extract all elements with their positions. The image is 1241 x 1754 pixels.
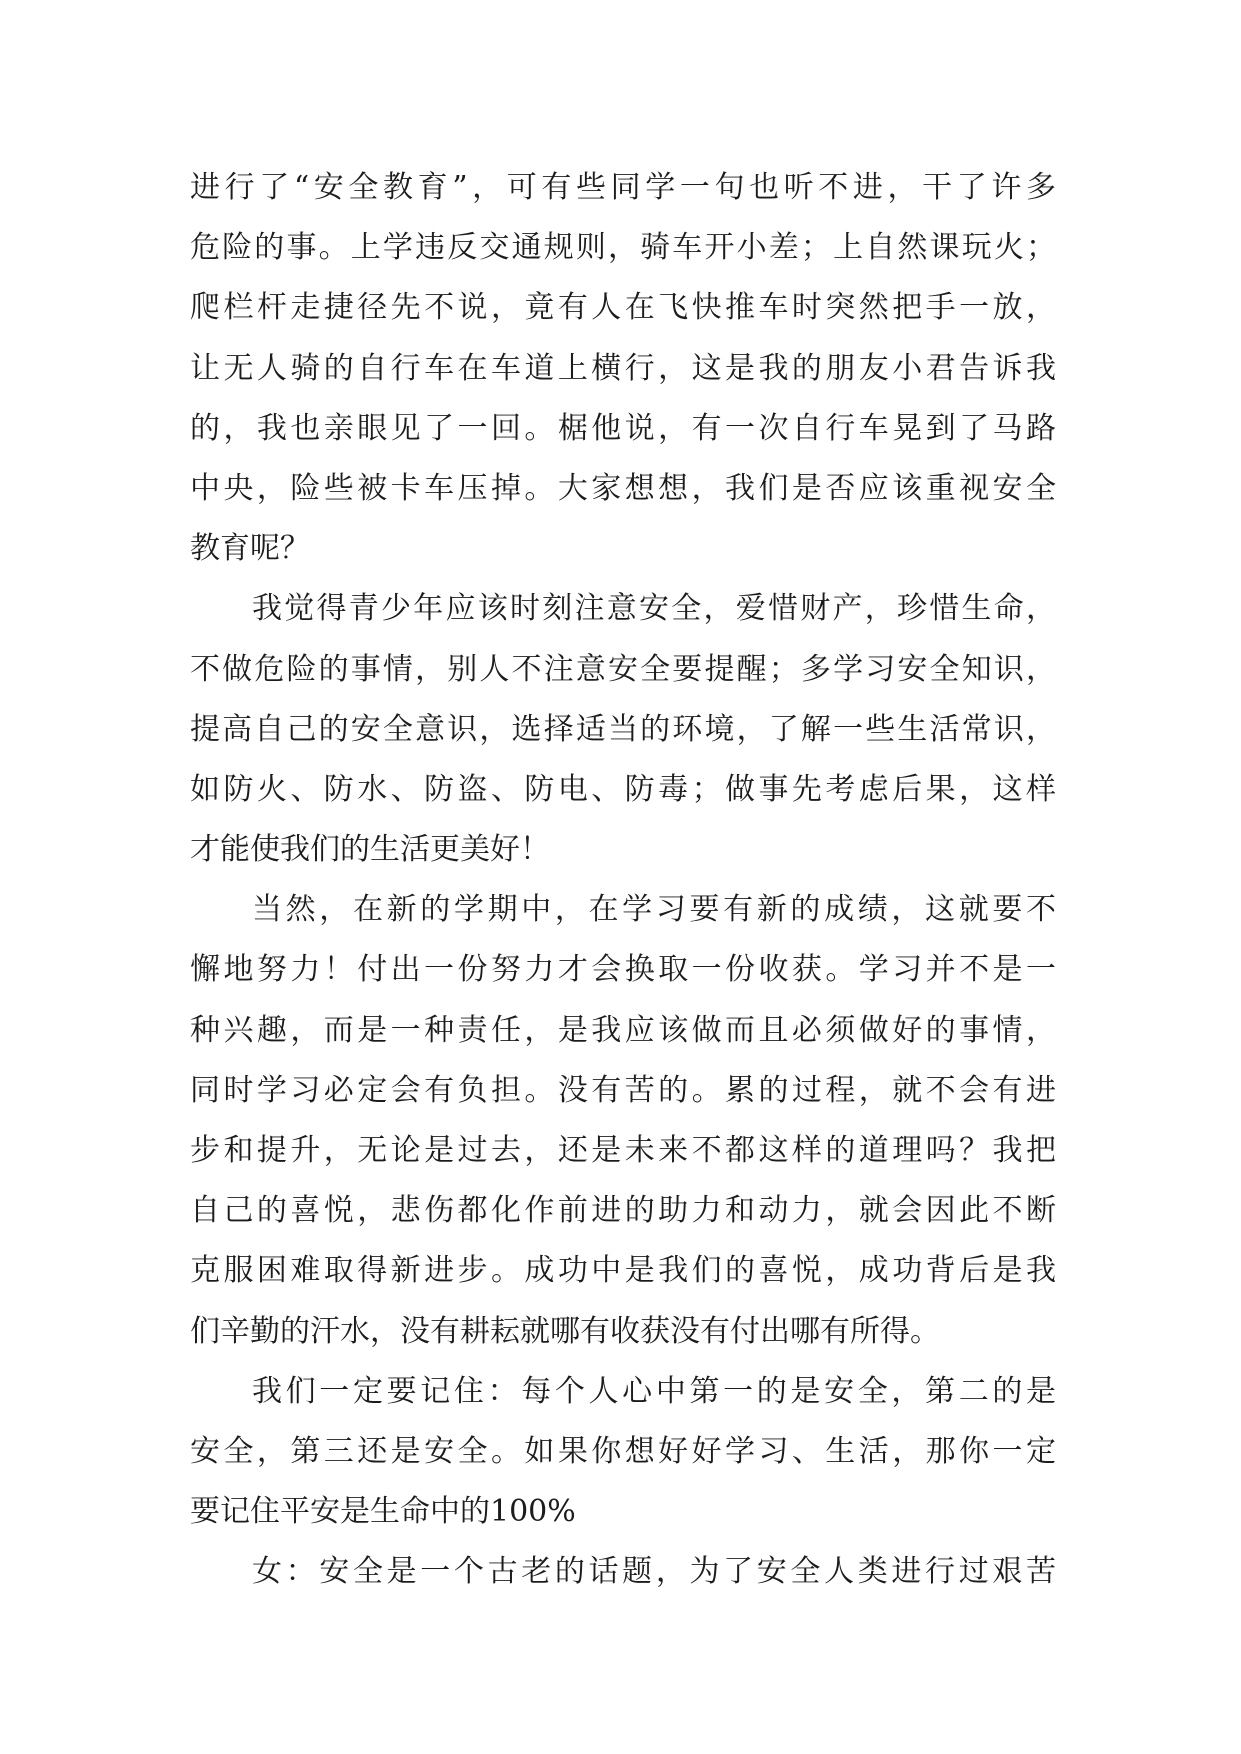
text-line: 安全，第三还是安全。如果你想好好学习、生活，那你一定 bbox=[190, 1433, 1056, 1469]
text-line: 中央，险些被卡车压掉。大家想想，我们是否应该重视安全 bbox=[190, 470, 1056, 506]
paragraph-first-line: 女：安全是一个古老的话题，为了安全人类进行过艰苦 bbox=[252, 1554, 1056, 1590]
text-line: 才能使我们的生活更美好！ bbox=[190, 832, 550, 868]
text-line: 让无人骑的自行车在车道上横行，这是我的朋友小君告诉我 bbox=[190, 350, 1056, 386]
text-line: 自己的喜悦，悲伤都化作前进的助力和动力，就会因此不断 bbox=[190, 1193, 1056, 1229]
text-line: 同时学习必定会有负担。没有苦的。累的过程，就不会有进 bbox=[190, 1072, 1056, 1108]
text-line: 不做危险的事情，别人不注意安全要提醒；多学习安全知识， bbox=[190, 651, 1056, 687]
text-line: 步和提升，无论是过去，还是未来不都这样的道理吗？我把 bbox=[190, 1133, 1056, 1168]
paragraph-first-line: 当然，在新的学期中，在学习要有新的成绩，这就要不 bbox=[252, 892, 1056, 928]
text-line: 要记住平安是生命中的100% bbox=[190, 1494, 576, 1530]
paragraph-first-line: 我觉得青少年应该时刻注意安全，爱惜财产，珍惜生命， bbox=[252, 591, 1056, 627]
text-line: 的，我也亲眼见了一回。椐他说，有一次自行车晃到了马路 bbox=[190, 410, 1056, 446]
document-body bbox=[190, 158, 1056, 1603]
text-line: 爬栏杆走捷径先不说，竟有人在飞快推车时突然把手一放， bbox=[190, 290, 1056, 326]
text-line: 教育呢？ bbox=[190, 531, 310, 567]
text-line: 种兴趣，而是一种责任，是我应该做而且必须做好的事情， bbox=[190, 1012, 1056, 1048]
text-line: 提高自己的安全意识，选择适当的环境，了解一些生活常识， bbox=[190, 711, 1056, 747]
text-line: 危险的事。上学违反交通规则，骑车开小差；上自然课玩火； bbox=[190, 230, 1056, 266]
text-line: 如防火、防水、防盗、防电、防毒；做事先考虑后果，这样 bbox=[190, 771, 1056, 807]
paragraph-first-line: 我们一定要记住：每个人心中第一的是安全，第二的是 bbox=[252, 1373, 1056, 1409]
text-line: 们辛勤的汗水，没有耕耘就哪有收获没有付出哪有所得。 bbox=[190, 1313, 940, 1349]
text-line: 懈地努力！付出一份努力才会换取一份收获。学习并不是一 bbox=[190, 952, 1056, 988]
text-line: 克服困难取得新进步。成功中是我们的喜悦，成功背后是我 bbox=[190, 1253, 1056, 1289]
text-line: 进行了“安全教育”，可有些同学一句也听不进，干了许多 bbox=[190, 170, 1056, 205]
